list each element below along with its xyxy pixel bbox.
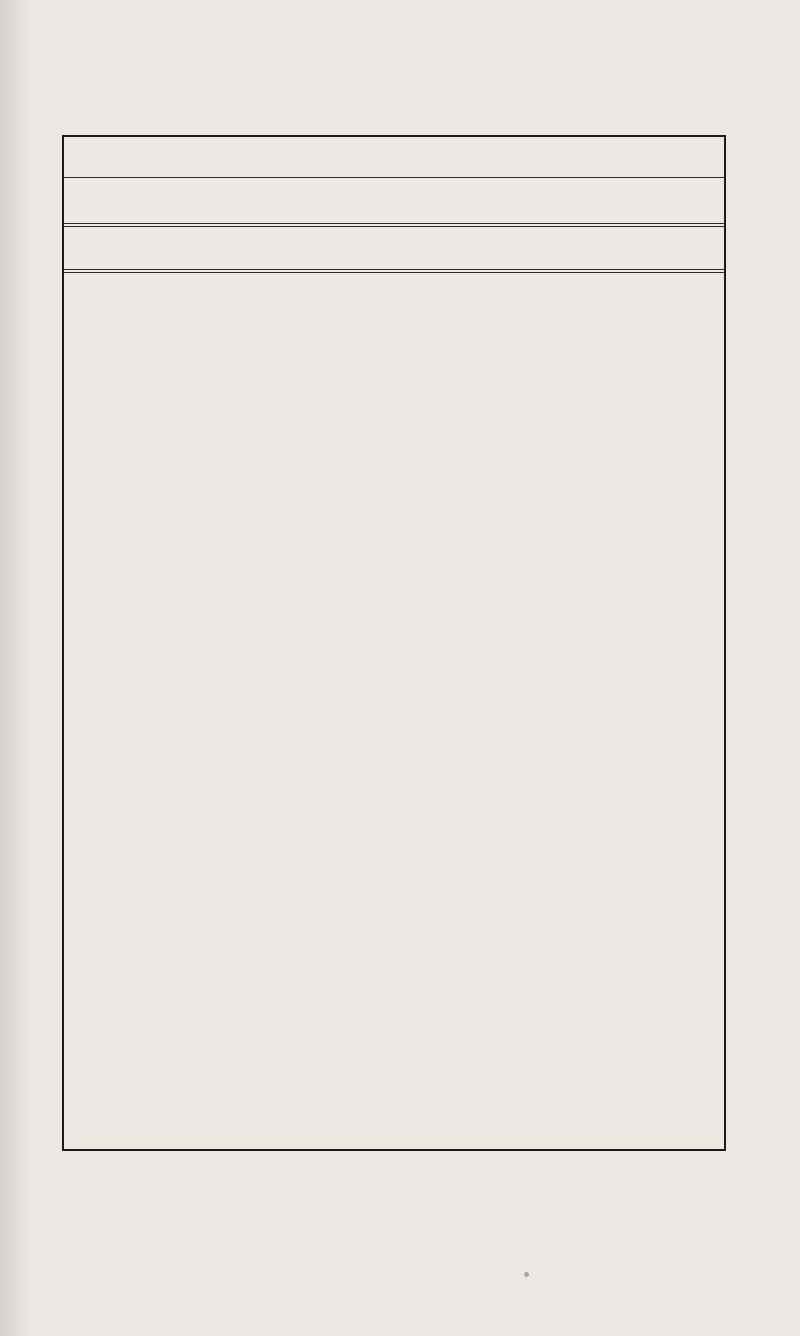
header-row bbox=[64, 137, 724, 178]
data-table bbox=[62, 135, 726, 1151]
pd-row bbox=[64, 223, 724, 273]
paper-speck bbox=[524, 1272, 529, 1277]
table-heading bbox=[64, 137, 724, 177]
ed-row bbox=[64, 177, 724, 227]
page-edge-shadow bbox=[0, 0, 30, 1336]
